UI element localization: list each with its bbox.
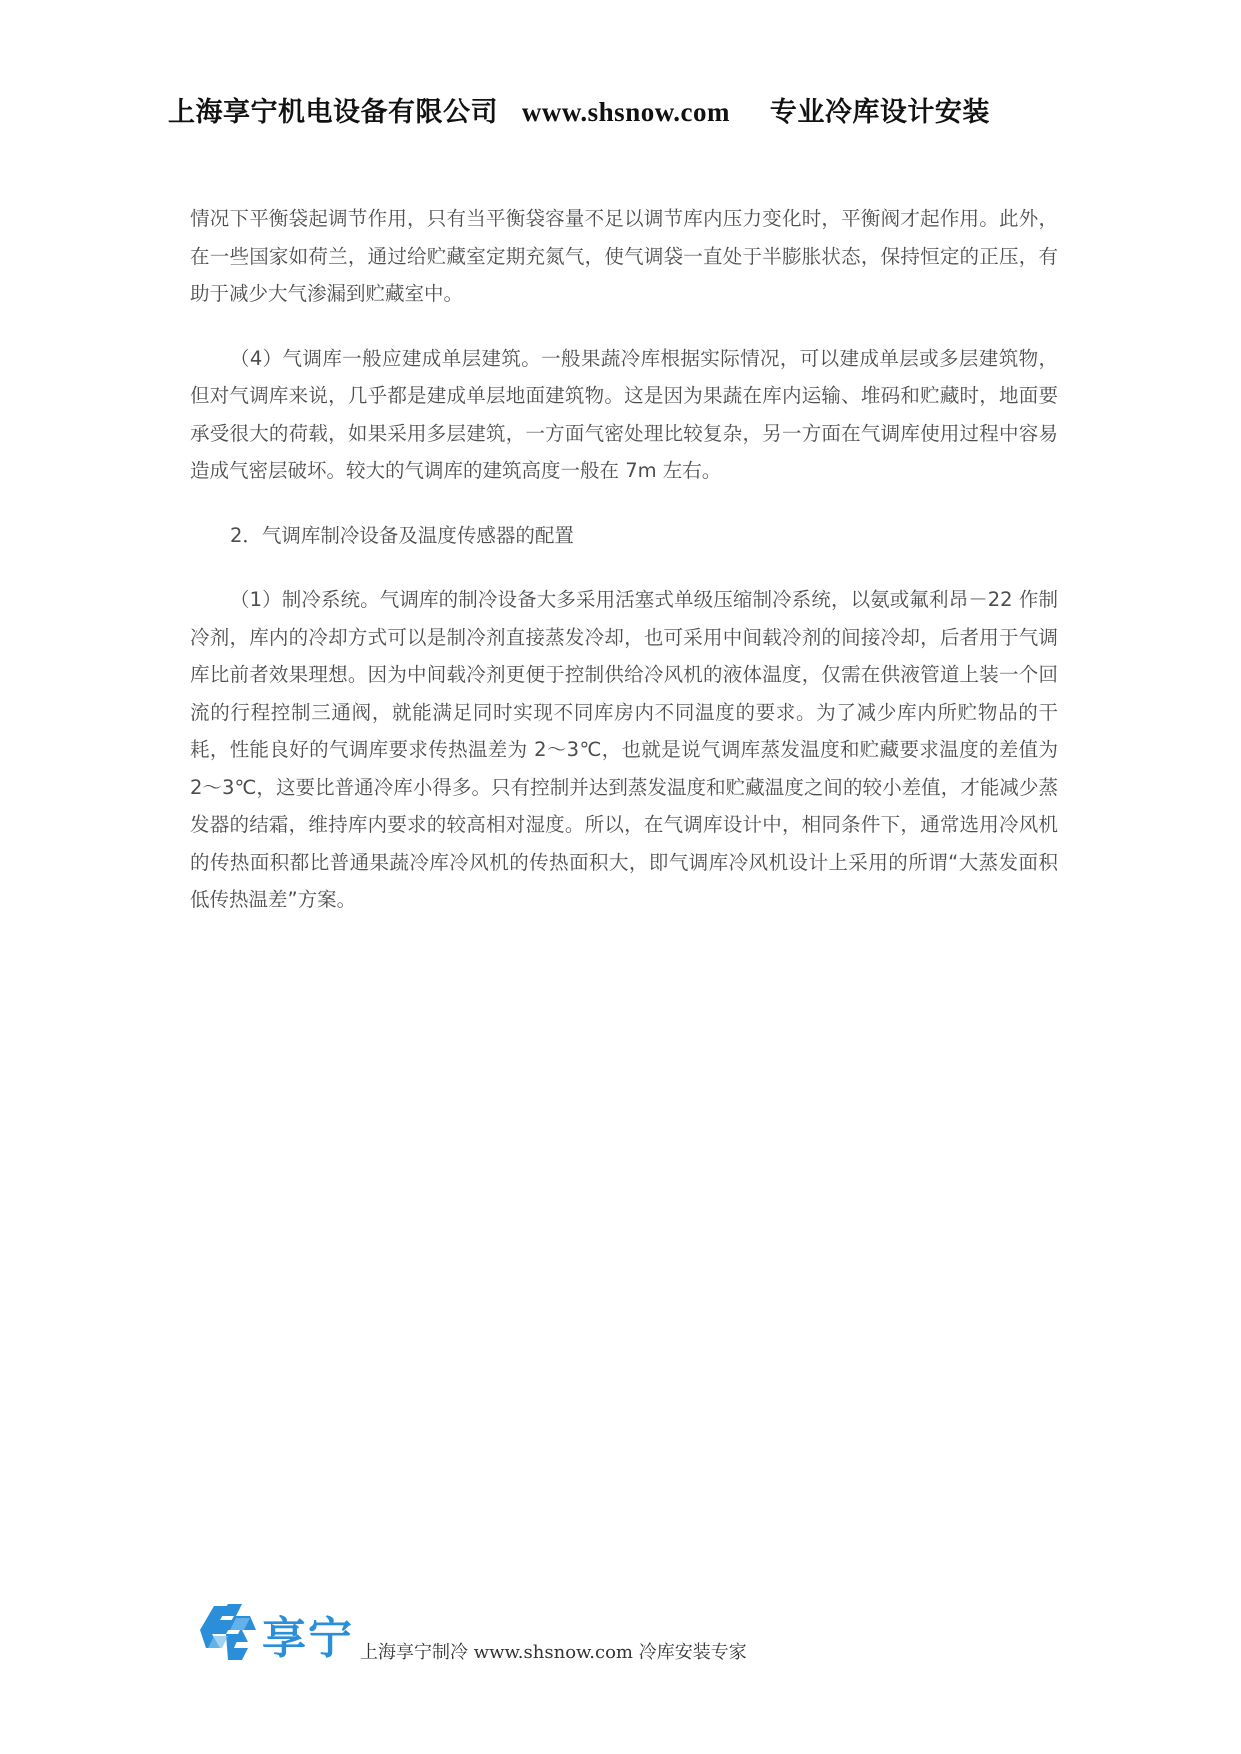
paragraph-2: （4）气调库一般应建成单层建筑。一般果蔬冷库根据实际情况，可以建成单层或多层建筑物，但对气调库来说，几乎都是建成单层地面建筑物。这是因为果蔬在库内运输、堆码和贮藏时，地面要承受很大的荷载，如果采用多层建筑，一方面气密处理比较复杂，另一方面在气调库使用过程中容易造成气密层破坏。较大的气调库的建筑高度一般在 7m 左右。 [190,346,1058,482]
page-header [168,90,1088,129]
paragraph-1: 情况下平衡袋起调节作用，只有当平衡袋容量不足以调节库内压力变化时，平衡阀才起作用。此外，在一些国家如荷兰，通过给贮藏室定期充氮气，使气调袋一直处于半膨胀状态，保持恒定的正压，有助于减少大气渗漏到贮藏室中。 [190,207,1058,305]
paragraph-3: （1）制冷系统。气调库的制冷设备大多采用活塞式单级压缩制冷系统，以氨或氟利昂－22 作制冷剂，库内的冷却方式可以是制冷剂直接蒸发冷却，也可采用中间载冷剂的间接冷却，后者用于气调库比前者效果理想。因为中间载冷剂更便于控制供给冷风机的液体温度，仅需在供液管道上装一个回流的行程控制三通阀，就能满足同时实现不同库房内不同温度的要求。为了减少库内所贮物品的干耗，性能良好的气调库要求传热温差为 2～3℃，也就是说气调库蒸发温度和贮藏要求温度的差值为 2～3℃，这要比普通冷库小得多。只有控制并达到蒸发温度和贮藏温度之间的较小差值，才能减少蒸发器的结霜，维持库内要求的较高相对湿度。所以，在气调库设计中，相同条件下，通常选用冷风机的传热面积都比普通果蔬冷库冷风机的传热面积大，即气调库冷风机设计上采用的所谓“大蒸发面积低传热温差”方案。 [190,588,1058,911]
footer-brand: 享宁 [262,1613,354,1664]
document-body [190,200,1058,946]
page-footer [190,1590,890,1680]
header-slogan: 专业冷库设计安装 [769,97,990,128]
header-url: www.shsnow.com [521,97,730,127]
footer-caption: 上海享宁制冷 www.shsnow.com 冷库安装专家 [360,1642,747,1663]
section-heading: 2．气调库制冷设备及温度传感器的配置 [230,523,574,547]
header-company: 上海享宁机电设备有限公司 [168,97,498,128]
